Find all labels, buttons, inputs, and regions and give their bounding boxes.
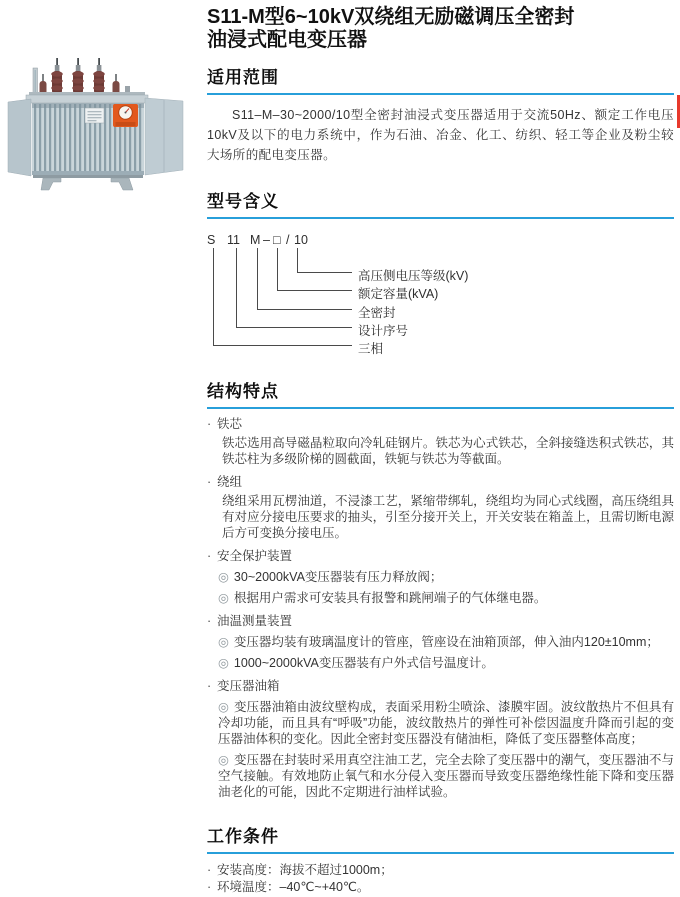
ring-bullet-icon: ◎ <box>218 700 229 714</box>
temperature-gauge <box>113 104 138 127</box>
model-label: 额定容量(kVA) <box>358 287 439 301</box>
model-code-diagram <box>207 233 674 355</box>
features-list <box>207 416 674 800</box>
model-label: 三相 <box>358 342 384 356</box>
section-conditions <box>207 826 674 895</box>
transformer-illustration <box>5 48 190 198</box>
tank-lid <box>26 92 148 103</box>
feature-title: · 安全保护装置 <box>207 549 293 563</box>
feature-subitem: ◎ 变压器均装有玻璃温度计的管座，管座设在油箱顶部，伸入油内120±10mm； <box>218 635 659 649</box>
model-code-part: / <box>286 233 290 247</box>
heading-features: 结构特点 <box>207 381 674 409</box>
product-photo <box>5 48 190 198</box>
page-title <box>207 6 674 52</box>
left-wing-panel <box>8 99 31 176</box>
bullet-icon: · <box>207 549 212 563</box>
condition-item: · 安装高度：海拔不超过1000m； <box>207 863 393 877</box>
conditions-list <box>207 863 674 895</box>
feature-title: · 铁芯 <box>207 417 243 431</box>
feature-title: · 绕组 <box>207 475 243 489</box>
model-code-part: □ <box>273 233 281 247</box>
oil-gauge-tube <box>33 68 38 96</box>
feature-subitem: ◎ 根据用户需求可安装具有报警和跳闸端子的气体继电器。 <box>218 591 547 605</box>
heading-conditions: 工作条件 <box>207 826 674 854</box>
bullet-icon: · <box>207 863 212 877</box>
page-title-line1: S11-M型6~10kV双绕组无励磁调压全密封 <box>207 6 575 28</box>
bullet-icon: · <box>207 417 212 431</box>
model-code-part: 10 <box>294 233 308 247</box>
ring-bullet-icon: ◎ <box>218 656 229 670</box>
page-title-line2: 油浸式配电变压器 <box>207 29 367 51</box>
feature-subitem: ◎ 变压器在封装时采用真空注油工艺，完全去除了变压器中的潮气，变压器油不与空气接触。有效地防止氧气和水分侵入变压器而导致变压器绝缘性能下降和变压器油老化的可能，因此不定期进行油样试验。 <box>218 753 674 799</box>
model-code-part: M <box>250 233 261 247</box>
nameplate <box>85 108 104 123</box>
section-model <box>207 191 674 355</box>
base-feet <box>33 175 143 190</box>
feature-subitem: ◎ 1000~2000kVA变压器装有户外式信号温度计。 <box>218 656 494 670</box>
model-code-part: – <box>263 233 270 247</box>
content-column <box>207 6 674 897</box>
bullet-icon: · <box>207 880 212 894</box>
scope-paragraph: S11–M–30~2000/10型全密封油浸式变压器适用于交流50Hz、额定工作电压10kV及以下的电力系统中，作为石油、冶金、化工、纺织、轻工等企业及粉尘较大场所的配电变压器。 <box>207 108 674 162</box>
ring-bullet-icon: ◎ <box>218 635 229 649</box>
ring-bullet-icon: ◎ <box>218 591 229 605</box>
model-code-part: S <box>207 233 216 247</box>
feature-paragraph: 绕组采用瓦楞油道，不浸漆工艺，紧缩带绑轧，绕组均为同心式线圈，高压绕组具有对应分接电压要求的抽头，引至分接开关上，开关安装在箱盖上，且需切断电源后方可变换分接电压。 <box>222 494 674 540</box>
hv-bushings <box>51 58 105 95</box>
feature-title: · 油温测量装置 <box>207 614 293 628</box>
condition-item: · 环境温度：–40℃~+40℃。 <box>207 880 370 894</box>
heading-model: 型号含义 <box>207 191 674 219</box>
section-scope <box>207 67 674 165</box>
bullet-icon: · <box>207 475 212 489</box>
feature-subitem: ◎ 变压器油箱由波纹壁构成，表面采用粉尘喷涂、漆膜牢固。波纹散热片不但具有冷却功能，而且具有“呼吸”功能，波纹散热片的弹性可补偿因温度升降而引起的变压器油体积的变化。因此全密封变压器没有储油柜，降低了变压器整体高度； <box>218 700 674 746</box>
feature-subitem: ◎ 30~2000kVA变压器装有压力释放阀； <box>218 570 443 584</box>
model-code-part: 11 <box>227 233 240 247</box>
ring-bullet-icon: ◎ <box>218 753 229 767</box>
model-label: 设计序号 <box>358 324 409 338</box>
heading-scope: 适用范围 <box>207 67 674 95</box>
feature-paragraph: 铁芯选用高导磁晶粒取向冷轧硅钢片。铁芯为心式铁芯，全斜接缝迭积式铁芯，其铁芯柱为多级阶梯的圆截面，铁轭与铁芯为等截面。 <box>222 436 674 466</box>
section-features <box>207 381 674 800</box>
model-label: 全密封 <box>358 306 396 320</box>
ring-bullet-icon: ◎ <box>218 570 229 584</box>
bullet-icon: · <box>207 679 212 693</box>
connector-line <box>213 248 352 346</box>
model-label: 高压侧电压等级(kV) <box>358 269 469 283</box>
feature-title: · 变压器油箱 <box>207 679 280 693</box>
bullet-icon: · <box>207 614 212 628</box>
